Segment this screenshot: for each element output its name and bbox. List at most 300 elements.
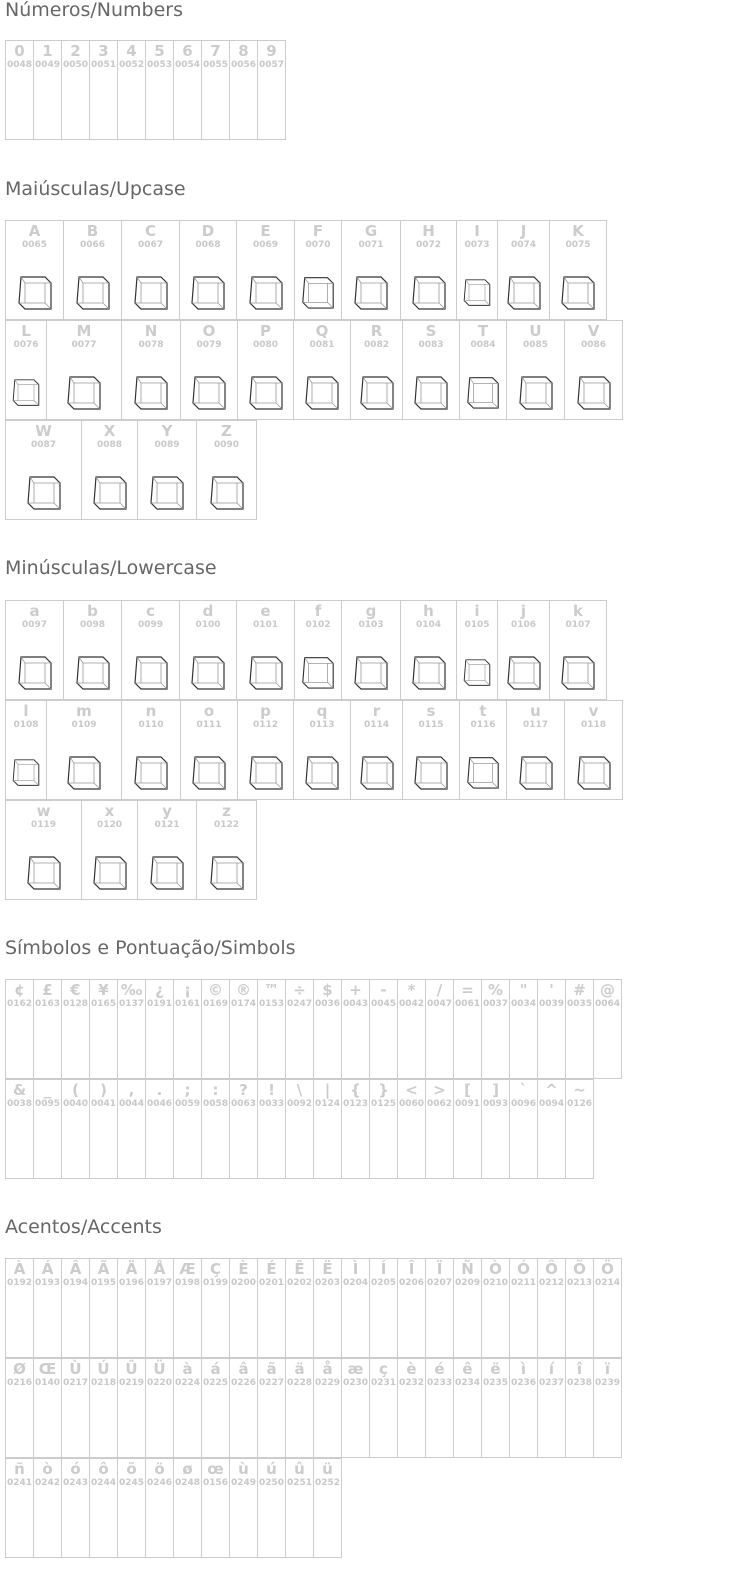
- glyph-code: 0047: [426, 999, 453, 1009]
- glyph-code: 0244: [90, 1478, 117, 1488]
- glyph-code: 0231: [370, 1378, 397, 1388]
- glyph-code: 0174: [230, 999, 257, 1009]
- glyph-code: 0100: [195, 620, 221, 630]
- glyph-cell: [341, 1358, 370, 1458]
- glyph-code: 0213: [566, 1278, 593, 1288]
- glyph-code: 0105: [464, 620, 490, 630]
- glyph-char: t: [479, 702, 487, 720]
- glyph-char: V: [587, 322, 600, 340]
- glyph-cell: [285, 1458, 314, 1558]
- glyph-cell: [293, 320, 351, 420]
- font-glyph-preview: [299, 269, 337, 313]
- glyph-char: ñ: [14, 1460, 25, 1478]
- glyph-code: 0074: [510, 240, 537, 250]
- glyph-cell: [369, 1079, 398, 1179]
- glyph-char: U: [529, 322, 542, 340]
- glyph-cell: [350, 700, 403, 800]
- glyph-char: Û: [125, 1360, 138, 1378]
- glyph-char: ®: [236, 981, 251, 999]
- glyph-cell: [5, 700, 47, 800]
- glyph-code: 0043: [342, 999, 369, 1009]
- glyph-char: ú: [266, 1460, 277, 1478]
- glyph-char: À: [13, 1260, 26, 1278]
- glyph-code: 0114: [363, 720, 390, 730]
- glyph-code: 0118: [580, 720, 607, 730]
- glyph-code: 0112: [252, 720, 279, 730]
- glyph-char: ^: [545, 1081, 558, 1099]
- glyph-cell: [179, 220, 237, 320]
- glyph-cell: [196, 800, 257, 900]
- glyph-char: Q: [315, 322, 329, 340]
- glyph-cell: [453, 1258, 482, 1358]
- glyph-char: Ó: [517, 1260, 530, 1278]
- glyph-code: 0124: [314, 1099, 341, 1109]
- glyph-cell: [117, 1458, 146, 1558]
- glyph-cell: [294, 220, 342, 320]
- glyph-cell: [425, 1358, 454, 1458]
- glyph-cell: [509, 1358, 538, 1458]
- glyph-code: 0070: [305, 240, 331, 250]
- glyph-cell: [33, 1258, 62, 1358]
- glyph-char: ç: [379, 1360, 388, 1378]
- glyph-char: *: [407, 981, 416, 999]
- glyph-cell: [33, 1079, 62, 1179]
- glyph-cell: [173, 1458, 202, 1558]
- glyph-char: Ö: [601, 1260, 614, 1278]
- font-glyph-preview: [355, 749, 398, 793]
- glyph-code: 0246: [146, 1478, 173, 1488]
- glyph-char: ¿: [155, 981, 164, 999]
- glyph-cell: [509, 979, 538, 1079]
- glyph-char: O: [202, 322, 216, 340]
- glyph-char: Í: [380, 1260, 387, 1278]
- glyph-code: 0211: [510, 1278, 537, 1288]
- glyph-code: 0064: [594, 999, 621, 1009]
- glyph-char: m: [76, 702, 92, 720]
- glyph-cell: [179, 600, 237, 700]
- glyph-char: 9: [266, 42, 277, 60]
- title-numbers: Números/Numbers: [5, 0, 183, 21]
- glyph-cell: [313, 1458, 342, 1558]
- glyph-char: Á: [41, 1260, 54, 1278]
- glyph-char: W: [35, 422, 52, 440]
- glyph-code: 0235: [482, 1378, 509, 1388]
- font-glyph-preview: [347, 269, 395, 313]
- glyph-cell: [89, 1079, 118, 1179]
- glyph-code: 0106: [510, 620, 537, 630]
- glyph-cell: [5, 1458, 34, 1558]
- glyph-char: €: [70, 981, 81, 999]
- glyph-char: Â: [69, 1260, 82, 1278]
- glyph-cell: [89, 1358, 118, 1458]
- glyph-cell: [257, 1258, 286, 1358]
- glyph-cell: [341, 600, 401, 700]
- glyph-cell: [121, 220, 180, 320]
- font-glyph-preview: [184, 649, 232, 693]
- font-glyph-preview: [127, 749, 175, 793]
- font-glyph-preview: [60, 369, 108, 413]
- glyph-cell: [117, 1079, 146, 1179]
- glyph-code: 0236: [510, 1378, 537, 1388]
- glyph-code: 0119: [30, 820, 57, 830]
- glyph-cell: [229, 1079, 258, 1179]
- glyph-code: 0101: [252, 620, 279, 630]
- glyph-code: 0094: [538, 1099, 565, 1109]
- glyph-cell: [341, 1258, 370, 1358]
- glyph-char: 3: [98, 42, 109, 60]
- row-lowercase-3: [5, 800, 256, 900]
- glyph-code: 0245: [118, 1478, 145, 1488]
- glyph-cell: [81, 420, 138, 520]
- glyph-cell: [425, 979, 454, 1079]
- glyph-cell: [537, 1079, 566, 1179]
- glyph-code: 0196: [118, 1278, 145, 1288]
- glyph-char: >: [433, 1081, 446, 1099]
- glyph-code: 0227: [258, 1378, 285, 1388]
- glyph-char: y: [162, 802, 172, 820]
- glyph-cell: [173, 40, 202, 140]
- glyph-code: 0057: [258, 60, 285, 70]
- glyph-code: 0230: [342, 1378, 369, 1388]
- glyph-code: 0239: [594, 1378, 621, 1388]
- glyph-char: Ú: [97, 1360, 110, 1378]
- glyph-char: x: [104, 802, 115, 820]
- glyph-char: Ñ: [461, 1260, 474, 1278]
- glyph-char: œ: [207, 1460, 224, 1478]
- glyph-char: _: [43, 1081, 52, 1099]
- glyph-cell: [196, 420, 257, 520]
- glyph-char: à: [182, 1360, 193, 1378]
- font-glyph-preview: [242, 749, 289, 793]
- glyph-code: 0075: [565, 240, 591, 250]
- glyph-cell: [257, 979, 286, 1079]
- glyph-char: A: [28, 222, 41, 240]
- glyph-cell: [61, 1458, 90, 1558]
- glyph-code: 0220: [146, 1378, 173, 1388]
- glyph-cell: [46, 320, 122, 420]
- glyph-code: 0063: [230, 1099, 257, 1109]
- glyph-cell: [5, 600, 64, 700]
- glyph-code: 0219: [118, 1378, 145, 1388]
- glyph-cell: [63, 600, 122, 700]
- font-glyph-preview: [570, 369, 618, 413]
- glyph-char: Ï: [436, 1260, 443, 1278]
- glyph-code: 0234: [454, 1378, 481, 1388]
- glyph-code: 0216: [6, 1378, 33, 1388]
- glyph-char: Î: [408, 1260, 415, 1278]
- glyph-char: Ã: [97, 1260, 110, 1278]
- glyph-cell: [537, 1358, 566, 1458]
- font-glyph-preview: [10, 369, 42, 413]
- glyph-cell: [397, 1079, 426, 1179]
- glyph-cell: [400, 220, 457, 320]
- glyph-code: 0096: [510, 1099, 537, 1109]
- glyph-code: 0084: [470, 340, 496, 350]
- glyph-cell: [5, 420, 82, 520]
- font-glyph-preview: [185, 749, 233, 793]
- glyph-cell: [63, 220, 122, 320]
- glyph-char: Ò: [489, 1260, 502, 1278]
- title-lowercase: Minúsculas/Lowercase: [5, 557, 217, 579]
- glyph-code: 0092: [286, 1099, 313, 1109]
- glyph-char: d: [202, 602, 214, 620]
- glyph-cell: [5, 1258, 34, 1358]
- glyph-char: :: [212, 1081, 219, 1099]
- glyph-cell: [229, 40, 258, 140]
- font-glyph-preview: [512, 749, 560, 793]
- glyph-cell: [257, 40, 286, 140]
- title-upcase: Maiúsculas/Upcase: [5, 178, 186, 200]
- glyph-cell: [201, 1458, 230, 1558]
- glyph-cell: [453, 1358, 482, 1458]
- glyph-cell: [506, 320, 565, 420]
- glyph-cell: [145, 1358, 174, 1458]
- glyph-code: 0153: [258, 999, 285, 1009]
- glyph-char: î: [576, 1360, 583, 1378]
- glyph-cell: [565, 979, 594, 1079]
- glyph-cell: [565, 1258, 594, 1358]
- glyph-char: ù: [238, 1460, 249, 1478]
- glyph-code: 0217: [62, 1378, 89, 1388]
- glyph-char: e: [260, 602, 271, 620]
- glyph-code: 0163: [34, 999, 61, 1009]
- glyph-code: 0162: [6, 999, 33, 1009]
- glyph-code: 0098: [79, 620, 106, 630]
- glyph-code: 0036: [314, 999, 341, 1009]
- glyph-cell: [81, 800, 138, 900]
- glyph-code: 0117: [522, 720, 549, 730]
- glyph-char: i: [474, 602, 480, 620]
- glyph-char: õ: [126, 1460, 137, 1478]
- row-numbers: [5, 40, 285, 140]
- glyph-code: 0165: [90, 999, 117, 1009]
- glyph-code: 0200: [230, 1278, 257, 1288]
- font-glyph-preview: [203, 849, 251, 893]
- glyph-code: 0122: [213, 820, 240, 830]
- glyph-char: ã: [266, 1360, 277, 1378]
- glyph-cell: [145, 1258, 174, 1358]
- glyph-char: #: [573, 981, 586, 999]
- glyph-cell: [481, 1079, 510, 1179]
- font-glyph-preview: [127, 369, 175, 413]
- glyph-cell: [33, 979, 62, 1079]
- glyph-code: 0099: [137, 620, 164, 630]
- glyph-code: 0097: [21, 620, 48, 630]
- glyph-code: 0050: [62, 60, 89, 70]
- glyph-cell: [33, 1458, 62, 1558]
- glyph-char: û: [294, 1460, 305, 1478]
- font-glyph-preview: [242, 269, 290, 313]
- glyph-char: =: [461, 981, 474, 999]
- font-glyph-preview: [127, 269, 175, 313]
- glyph-cell: [497, 220, 550, 320]
- glyph-char: T: [477, 322, 489, 340]
- glyph-code: 0087: [30, 440, 57, 450]
- glyph-code: 0037: [482, 999, 509, 1009]
- glyph-cell: [549, 600, 607, 700]
- glyph-code: 0103: [358, 620, 384, 630]
- glyph-cell: [593, 1258, 622, 1358]
- glyph-char: [: [464, 1081, 471, 1099]
- glyph-cell: [5, 979, 34, 1079]
- glyph-code: 0048: [6, 60, 33, 70]
- glyph-code: 0210: [482, 1278, 509, 1288]
- glyph-char: ¥: [98, 981, 109, 999]
- glyph-code: 0083: [418, 340, 444, 350]
- glyph-char: b: [87, 602, 98, 620]
- glyph-cell: [397, 1258, 426, 1358]
- glyph-cell: [201, 1079, 230, 1179]
- font-glyph-preview: [554, 269, 602, 313]
- glyph-cell: [293, 700, 351, 800]
- glyph-cell: [593, 979, 622, 1079]
- glyph-char: D: [201, 222, 215, 240]
- glyph-char: Ë: [322, 1260, 333, 1278]
- glyph-char: 6: [182, 42, 193, 60]
- glyph-char: í: [548, 1360, 555, 1378]
- glyph-char: ÷: [293, 981, 306, 999]
- glyph-code: 0125: [370, 1099, 397, 1109]
- glyph-char: }: [378, 1081, 389, 1099]
- glyph-code: 0199: [202, 1278, 229, 1288]
- glyph-code: 0225: [202, 1378, 229, 1388]
- glyph-code: 0077: [71, 340, 97, 350]
- glyph-code: 0193: [34, 1278, 61, 1288]
- font-glyph-preview: [461, 269, 493, 313]
- glyph-cell: [257, 1458, 286, 1558]
- glyph-code: 0228: [286, 1378, 313, 1388]
- glyph-code: 0062: [426, 1099, 453, 1109]
- font-glyph-preview: [10, 749, 42, 793]
- glyph-code: 0060: [398, 1099, 425, 1109]
- glyph-cell: [117, 40, 146, 140]
- glyph-cell: [46, 700, 122, 800]
- glyph-code: 0038: [6, 1099, 33, 1109]
- title-symbols: Símbolos e Pontuação/Simbols: [5, 937, 296, 959]
- glyph-char: ]: [492, 1081, 499, 1099]
- glyph-char: 2: [70, 42, 81, 60]
- glyph-cell: [425, 1079, 454, 1179]
- glyph-code: 0086: [580, 340, 607, 350]
- glyph-char: É: [266, 1260, 277, 1278]
- glyph-code: 0229: [314, 1378, 341, 1388]
- glyph-char: 0: [14, 42, 25, 60]
- font-glyph-preview: [69, 649, 117, 693]
- glyph-char: u: [530, 702, 541, 720]
- glyph-char: ?: [239, 1081, 248, 1099]
- glyph-cell: [257, 1079, 286, 1179]
- glyph-char: 4: [126, 42, 137, 60]
- glyph-cell: [459, 320, 507, 420]
- glyph-code: 0108: [13, 720, 39, 730]
- glyph-code: 0081: [309, 340, 335, 350]
- glyph-char: s: [426, 702, 436, 720]
- glyph-char: -: [380, 981, 387, 999]
- glyph-code: 0061: [454, 999, 481, 1009]
- glyph-char: f: [314, 602, 322, 620]
- row-lowercase-2: [5, 700, 622, 800]
- font-glyph-preview: [11, 269, 59, 313]
- glyph-code: 0191: [146, 999, 173, 1009]
- font-glyph-preview: [184, 269, 232, 313]
- glyph-cell: [481, 979, 510, 1079]
- glyph-cell: [121, 600, 180, 700]
- glyph-code: 0233: [426, 1378, 453, 1388]
- glyph-char: c: [146, 602, 155, 620]
- glyph-code: 0110: [138, 720, 164, 730]
- glyph-code: 0056: [230, 60, 257, 70]
- glyph-char: ©: [208, 981, 223, 999]
- row-accents-3: [5, 1458, 341, 1558]
- glyph-cell: [537, 1258, 566, 1358]
- glyph-cell: [180, 700, 238, 800]
- font-glyph-preview: [69, 269, 117, 313]
- glyph-char: Æ: [179, 1260, 196, 1278]
- glyph-cell: [121, 320, 181, 420]
- glyph-code: 0035: [566, 999, 593, 1009]
- glyph-code: 0251: [286, 1478, 313, 1488]
- glyph-code: 0071: [358, 240, 384, 250]
- glyph-char: £: [42, 981, 53, 999]
- glyph-code: 0034: [510, 999, 537, 1009]
- glyph-code: 0250: [258, 1478, 285, 1488]
- glyph-code: 0033: [258, 1099, 285, 1109]
- glyph-code: 0243: [62, 1478, 89, 1488]
- glyph-code: 0242: [34, 1478, 61, 1488]
- font-glyph-preview: [20, 469, 68, 513]
- glyph-char: Ç: [209, 1260, 221, 1278]
- glyph-cell: [61, 1079, 90, 1179]
- glyph-code: 0218: [90, 1378, 117, 1388]
- glyph-char: J: [520, 222, 527, 240]
- glyph-code: 0051: [90, 60, 117, 70]
- font-glyph-preview: [185, 369, 233, 413]
- glyph-code: 0120: [96, 820, 123, 830]
- glyph-code: 0161: [174, 999, 201, 1009]
- glyph-code: 0198: [174, 1278, 201, 1288]
- font-glyph-preview: [570, 749, 618, 793]
- row-symbols-1: [5, 979, 621, 1079]
- glyph-code: 0248: [174, 1478, 201, 1488]
- glyph-code: 0140: [34, 1378, 61, 1388]
- glyph-char: Ù: [69, 1360, 82, 1378]
- glyph-cell: [313, 1079, 342, 1179]
- glyph-cell: [117, 1258, 146, 1358]
- glyph-code: 0053: [146, 60, 173, 70]
- glyph-code: 0065: [21, 240, 48, 250]
- glyph-cell: [201, 1358, 230, 1458]
- glyph-char: X: [103, 422, 116, 440]
- glyph-char: \: [296, 1081, 303, 1099]
- font-glyph-preview: [242, 649, 290, 693]
- glyph-char: `: [519, 1081, 528, 1099]
- row-upcase-3: [5, 420, 256, 520]
- glyph-char: H: [422, 222, 435, 240]
- glyph-char: ~: [573, 1081, 586, 1099]
- glyph-code: 0080: [252, 340, 279, 350]
- font-glyph-preview: [355, 369, 398, 413]
- glyph-char: ¢: [14, 981, 25, 999]
- glyph-char: j: [520, 602, 527, 620]
- glyph-cell: [400, 600, 457, 700]
- glyph-char: è: [406, 1360, 417, 1378]
- glyph-cell: [350, 320, 403, 420]
- glyph-cell: [173, 979, 202, 1079]
- glyph-char: @: [600, 981, 615, 999]
- glyph-char: P: [260, 322, 271, 340]
- font-glyph-preview: [298, 749, 346, 793]
- glyph-code: 0052: [118, 60, 145, 70]
